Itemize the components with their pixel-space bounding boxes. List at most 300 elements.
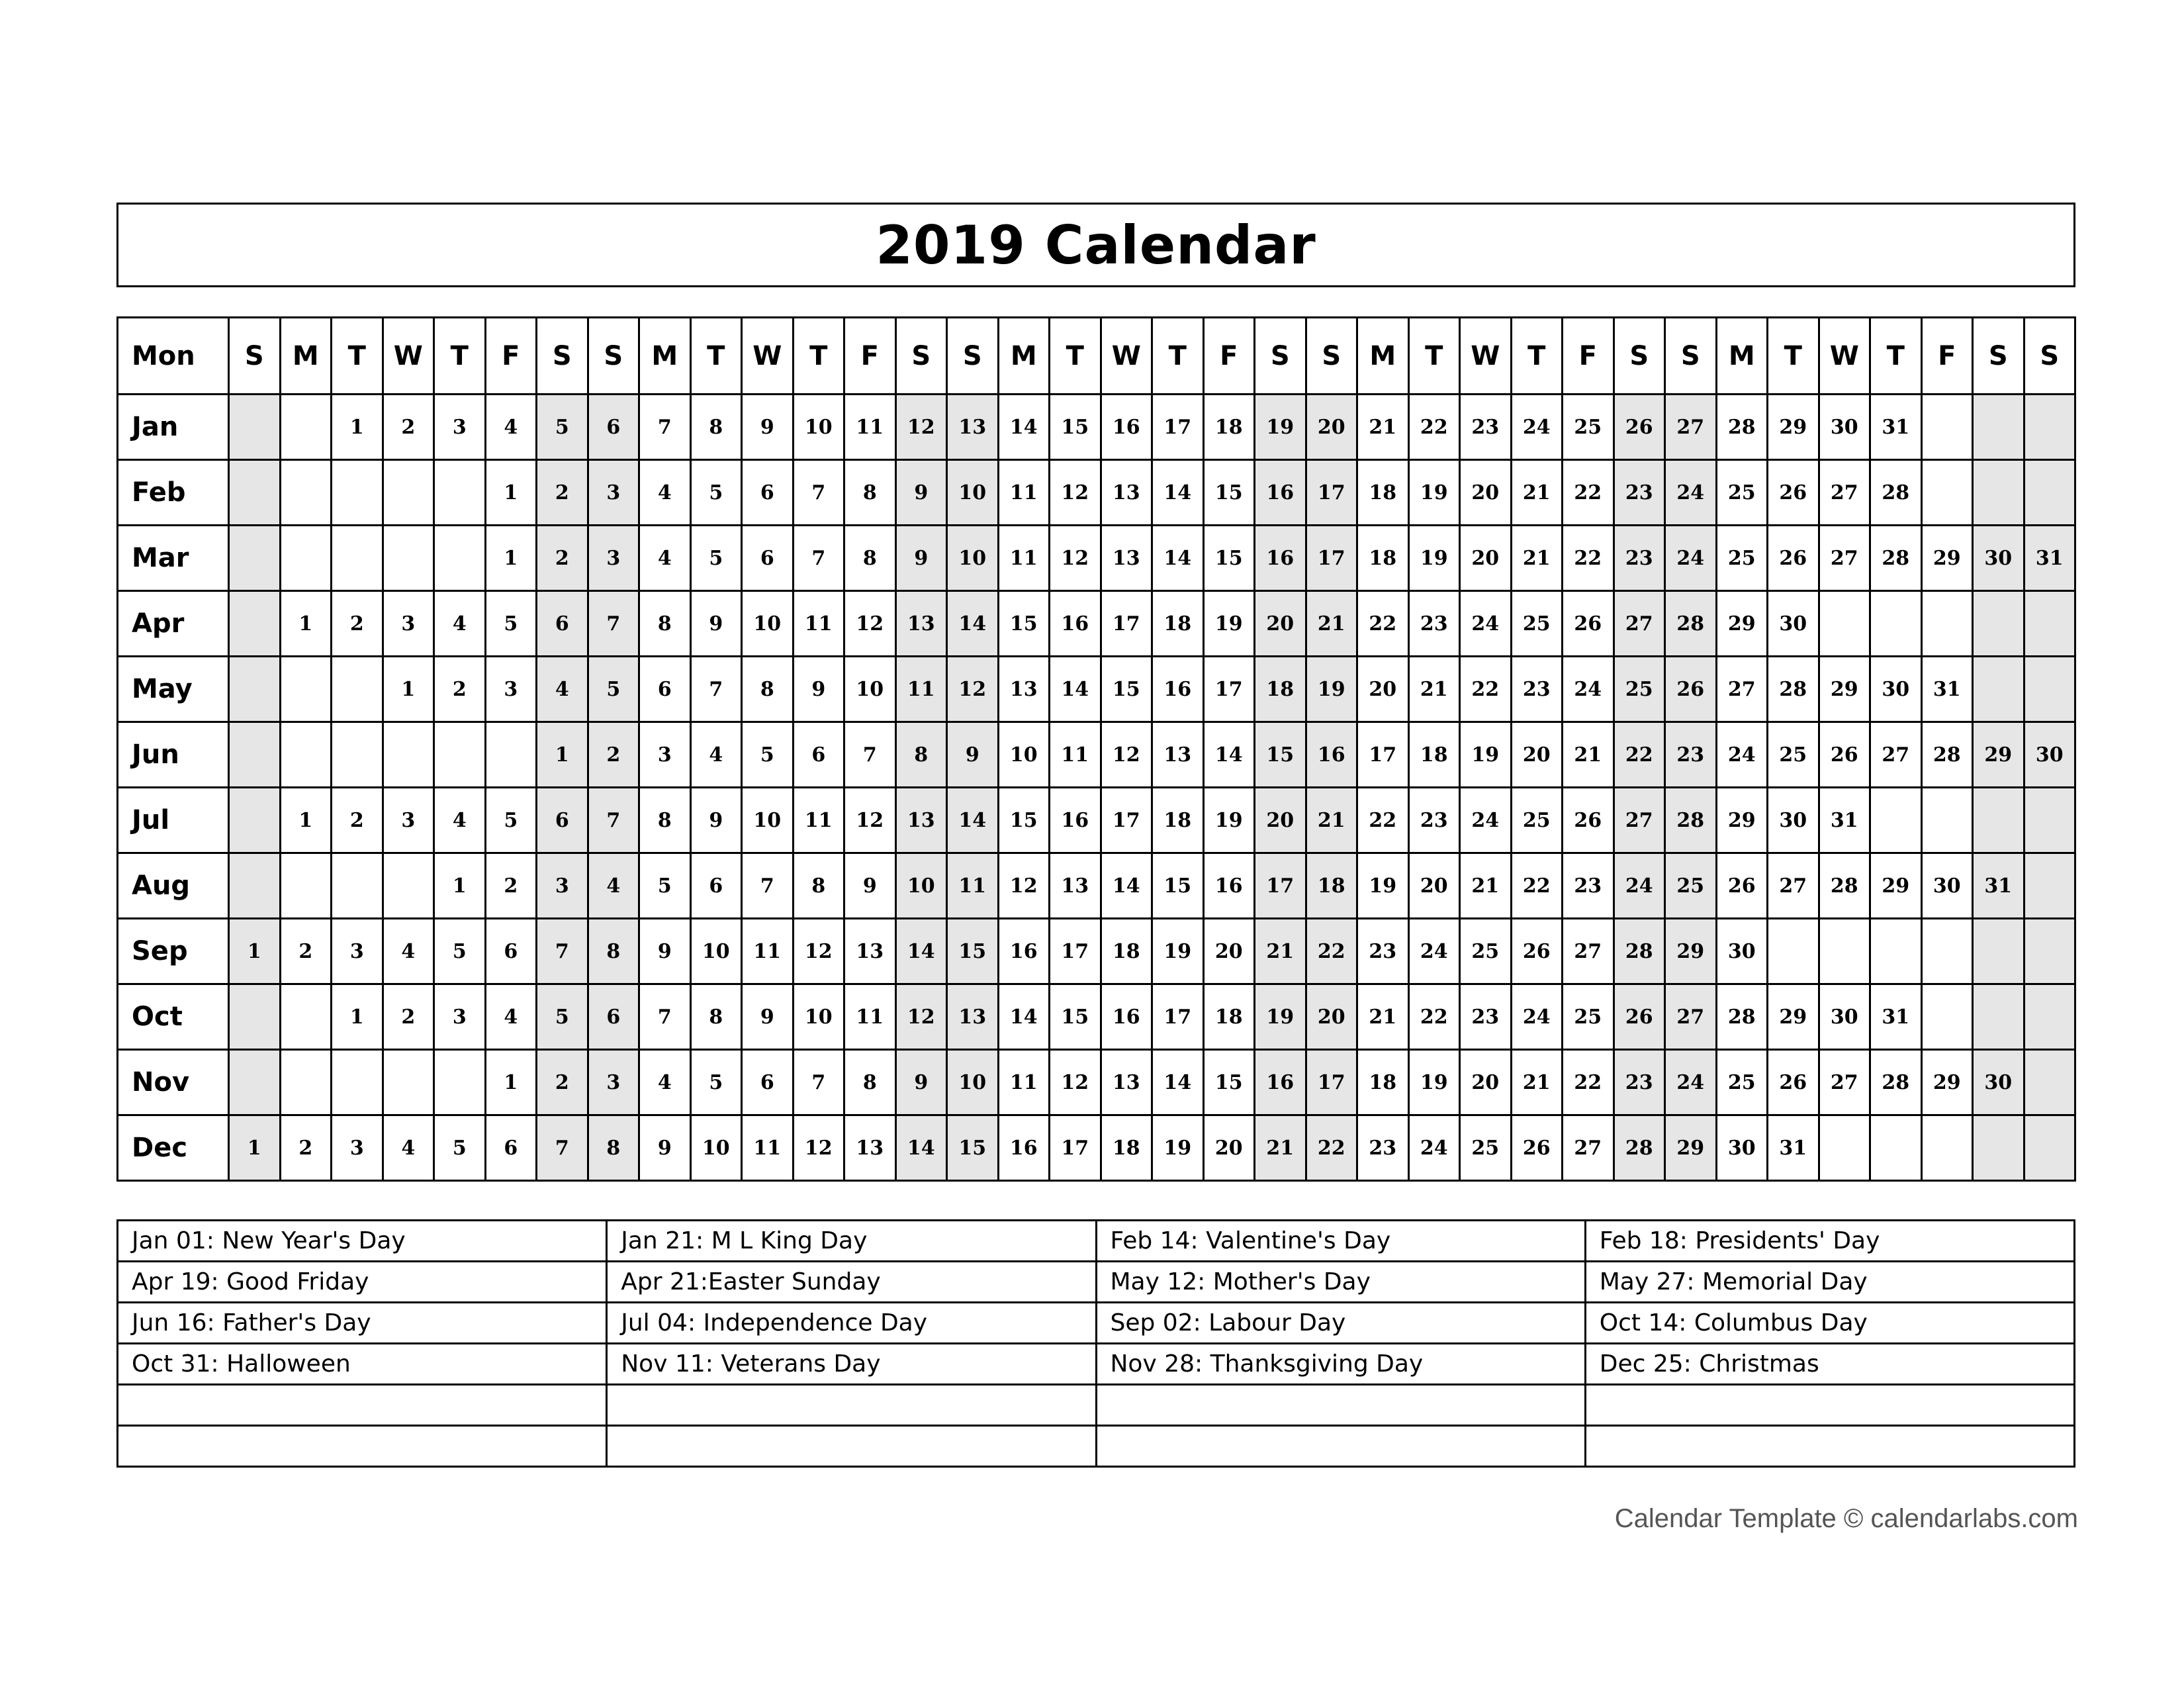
day-cell: 13 bbox=[1050, 853, 1101, 919]
day-cell: 12 bbox=[1050, 526, 1101, 591]
day-cell: 24 bbox=[1511, 984, 1563, 1050]
holiday-entry: Jun 16: Father's Day bbox=[118, 1303, 607, 1344]
day-cell: 26 bbox=[1511, 1115, 1563, 1181]
holiday-entry: Jan 21: M L King Day bbox=[607, 1221, 1096, 1262]
month-label: Jun bbox=[118, 722, 229, 788]
day-cell: 4 bbox=[434, 788, 486, 853]
day-cell: 2 bbox=[537, 460, 588, 526]
day-cell: 28 bbox=[1870, 526, 1922, 591]
day-cell: 17 bbox=[1306, 460, 1357, 526]
day-cell: 13 bbox=[1101, 1050, 1152, 1115]
day-cell: 12 bbox=[1101, 722, 1152, 788]
day-cell: 17 bbox=[1306, 1050, 1357, 1115]
day-cell: 19 bbox=[1460, 722, 1512, 788]
empty-cell bbox=[1870, 591, 1922, 657]
day-cell: 11 bbox=[998, 526, 1050, 591]
day-cell: 14 bbox=[1050, 657, 1101, 722]
day-cell: 11 bbox=[947, 853, 999, 919]
day-cell: 4 bbox=[383, 1115, 434, 1181]
empty-cell bbox=[2024, 657, 2075, 722]
day-cell: 24 bbox=[1716, 722, 1768, 788]
day-cell: 30 bbox=[1819, 395, 1870, 460]
weekday-header: S bbox=[947, 318, 999, 395]
day-cell: 25 bbox=[1460, 919, 1512, 984]
day-cell: 24 bbox=[1460, 788, 1512, 853]
day-cell: 21 bbox=[1306, 788, 1357, 853]
month-row bbox=[118, 460, 2075, 526]
day-cell: 11 bbox=[998, 460, 1050, 526]
empty-cell bbox=[2024, 984, 2075, 1050]
day-cell: 10 bbox=[895, 853, 947, 919]
day-cell: 24 bbox=[1665, 1050, 1717, 1115]
day-cell: 22 bbox=[1408, 395, 1460, 460]
empty-holiday-cell bbox=[1585, 1426, 2074, 1467]
day-cell: 12 bbox=[793, 1115, 844, 1181]
empty-cell bbox=[280, 853, 332, 919]
day-cell: 19 bbox=[1152, 919, 1204, 984]
day-cell: 20 bbox=[1460, 526, 1512, 591]
day-cell: 22 bbox=[1306, 1115, 1357, 1181]
day-cell: 5 bbox=[485, 788, 537, 853]
day-cell: 5 bbox=[588, 657, 639, 722]
day-cell: 16 bbox=[1101, 395, 1152, 460]
day-cell: 24 bbox=[1614, 853, 1665, 919]
holiday-row bbox=[118, 1344, 2075, 1385]
weekday-header: T bbox=[332, 318, 383, 395]
empty-cell bbox=[2024, 919, 2075, 984]
day-cell: 26 bbox=[1614, 984, 1665, 1050]
weekday-header: W bbox=[1819, 318, 1870, 395]
day-cell: 30 bbox=[1768, 591, 1819, 657]
day-cell: 17 bbox=[1101, 788, 1152, 853]
holiday-entry: Jan 01: New Year's Day bbox=[118, 1221, 607, 1262]
day-cell: 23 bbox=[1408, 591, 1460, 657]
day-cell: 17 bbox=[1203, 657, 1255, 722]
empty-cell bbox=[2024, 853, 2075, 919]
day-cell: 10 bbox=[742, 591, 794, 657]
day-cell: 27 bbox=[1563, 919, 1614, 984]
day-cell: 20 bbox=[1511, 722, 1563, 788]
month-row bbox=[118, 722, 2075, 788]
day-cell: 13 bbox=[947, 395, 999, 460]
empty-cell bbox=[1870, 788, 1922, 853]
day-cell: 12 bbox=[844, 591, 896, 657]
empty-cell bbox=[1921, 460, 1973, 526]
empty-holiday-cell bbox=[1096, 1385, 1585, 1426]
day-cell: 10 bbox=[998, 722, 1050, 788]
day-cell: 5 bbox=[537, 395, 588, 460]
empty-cell bbox=[1921, 919, 1973, 984]
day-cell: 24 bbox=[1665, 526, 1717, 591]
day-cell: 2 bbox=[537, 526, 588, 591]
day-cell: 6 bbox=[485, 1115, 537, 1181]
day-cell: 1 bbox=[280, 591, 332, 657]
day-cell: 19 bbox=[1203, 788, 1255, 853]
day-cell: 4 bbox=[485, 395, 537, 460]
day-cell: 20 bbox=[1203, 919, 1255, 984]
day-cell: 23 bbox=[1665, 722, 1717, 788]
day-cell: 24 bbox=[1460, 591, 1512, 657]
day-cell: 14 bbox=[947, 788, 999, 853]
day-cell: 23 bbox=[1563, 853, 1614, 919]
month-row bbox=[118, 919, 2075, 984]
day-cell: 24 bbox=[1408, 919, 1460, 984]
holiday-entry: Sep 02: Labour Day bbox=[1096, 1303, 1585, 1344]
day-cell: 1 bbox=[332, 984, 383, 1050]
day-cell: 5 bbox=[742, 722, 794, 788]
month-row bbox=[118, 526, 2075, 591]
weekday-header: T bbox=[1768, 318, 1819, 395]
day-cell: 16 bbox=[998, 1115, 1050, 1181]
day-cell: 7 bbox=[742, 853, 794, 919]
day-cell: 2 bbox=[280, 1115, 332, 1181]
day-cell: 23 bbox=[1614, 526, 1665, 591]
day-cell: 2 bbox=[485, 853, 537, 919]
day-cell: 14 bbox=[1101, 853, 1152, 919]
weekday-header: M bbox=[1716, 318, 1768, 395]
day-cell: 14 bbox=[1152, 460, 1204, 526]
holiday-row bbox=[118, 1426, 2075, 1467]
day-cell: 28 bbox=[1614, 1115, 1665, 1181]
month-row bbox=[118, 591, 2075, 657]
day-cell: 7 bbox=[844, 722, 896, 788]
day-cell: 6 bbox=[537, 591, 588, 657]
day-cell: 16 bbox=[1050, 591, 1101, 657]
month-row bbox=[118, 788, 2075, 853]
weekday-header: S bbox=[1255, 318, 1306, 395]
day-cell: 9 bbox=[639, 1115, 691, 1181]
day-cell: 23 bbox=[1357, 1115, 1409, 1181]
day-cell: 7 bbox=[537, 1115, 588, 1181]
day-cell: 5 bbox=[690, 460, 742, 526]
day-cell: 4 bbox=[639, 1050, 691, 1115]
month-label: Jul bbox=[118, 788, 229, 853]
day-cell: 9 bbox=[895, 1050, 947, 1115]
day-cell: 9 bbox=[639, 919, 691, 984]
day-cell: 16 bbox=[1255, 1050, 1306, 1115]
holiday-entry: Dec 25: Christmas bbox=[1585, 1344, 2074, 1385]
day-cell: 26 bbox=[1716, 853, 1768, 919]
weekday-header: M bbox=[639, 318, 691, 395]
day-cell: 10 bbox=[947, 1050, 999, 1115]
weekday-header: S bbox=[229, 318, 281, 395]
day-cell: 25 bbox=[1460, 1115, 1512, 1181]
day-cell: 17 bbox=[1255, 853, 1306, 919]
empty-cell bbox=[280, 984, 332, 1050]
day-cell: 7 bbox=[537, 919, 588, 984]
weekday-header: T bbox=[1152, 318, 1204, 395]
day-cell: 11 bbox=[793, 788, 844, 853]
empty-cell bbox=[2024, 591, 2075, 657]
day-cell: 18 bbox=[1255, 657, 1306, 722]
day-cell: 16 bbox=[1203, 853, 1255, 919]
day-cell: 15 bbox=[1050, 395, 1101, 460]
day-cell: 27 bbox=[1768, 853, 1819, 919]
empty-cell bbox=[383, 722, 434, 788]
day-cell: 10 bbox=[742, 788, 794, 853]
day-cell: 22 bbox=[1357, 591, 1409, 657]
day-cell: 28 bbox=[1716, 395, 1768, 460]
day-cell: 21 bbox=[1357, 984, 1409, 1050]
day-cell: 21 bbox=[1511, 1050, 1563, 1115]
empty-cell bbox=[1973, 460, 2025, 526]
day-cell: 12 bbox=[947, 657, 999, 722]
day-cell: 13 bbox=[895, 591, 947, 657]
day-cell: 25 bbox=[1511, 591, 1563, 657]
empty-cell bbox=[1973, 984, 2025, 1050]
day-cell: 26 bbox=[1768, 526, 1819, 591]
day-cell: 5 bbox=[639, 853, 691, 919]
day-cell: 29 bbox=[1768, 395, 1819, 460]
day-cell: 6 bbox=[537, 788, 588, 853]
empty-cell bbox=[280, 722, 332, 788]
day-cell: 30 bbox=[1973, 526, 2025, 591]
day-cell: 12 bbox=[895, 984, 947, 1050]
day-cell: 27 bbox=[1716, 657, 1768, 722]
day-cell: 29 bbox=[1819, 657, 1870, 722]
day-cell: 11 bbox=[895, 657, 947, 722]
day-cell: 24 bbox=[1665, 460, 1717, 526]
empty-cell bbox=[1870, 919, 1922, 984]
day-cell: 20 bbox=[1255, 591, 1306, 657]
weekday-header: T bbox=[434, 318, 486, 395]
day-cell: 27 bbox=[1819, 1050, 1870, 1115]
empty-cell bbox=[280, 526, 332, 591]
day-cell: 14 bbox=[1203, 722, 1255, 788]
day-cell: 29 bbox=[1768, 984, 1819, 1050]
day-cell: 30 bbox=[1768, 788, 1819, 853]
day-cell: 29 bbox=[1973, 722, 2025, 788]
day-cell: 4 bbox=[639, 526, 691, 591]
day-cell: 11 bbox=[1050, 722, 1101, 788]
day-cell: 8 bbox=[895, 722, 947, 788]
day-cell: 5 bbox=[537, 984, 588, 1050]
empty-cell bbox=[229, 526, 281, 591]
day-cell: 11 bbox=[844, 984, 896, 1050]
day-cell: 6 bbox=[588, 984, 639, 1050]
empty-cell bbox=[2024, 788, 2075, 853]
day-cell: 22 bbox=[1357, 788, 1409, 853]
day-cell: 18 bbox=[1306, 853, 1357, 919]
day-cell: 12 bbox=[793, 919, 844, 984]
day-cell: 30 bbox=[2024, 722, 2075, 788]
day-cell: 10 bbox=[690, 1115, 742, 1181]
empty-cell bbox=[280, 395, 332, 460]
day-cell: 6 bbox=[690, 853, 742, 919]
holiday-entry: May 27: Memorial Day bbox=[1585, 1262, 2074, 1303]
day-cell: 15 bbox=[1255, 722, 1306, 788]
empty-cell bbox=[383, 460, 434, 526]
day-cell: 3 bbox=[588, 1050, 639, 1115]
day-cell: 1 bbox=[434, 853, 486, 919]
day-cell: 17 bbox=[1306, 526, 1357, 591]
day-cell: 27 bbox=[1665, 395, 1717, 460]
weekday-header: T bbox=[793, 318, 844, 395]
empty-cell bbox=[229, 395, 281, 460]
day-cell: 22 bbox=[1306, 919, 1357, 984]
day-cell: 30 bbox=[1819, 984, 1870, 1050]
day-cell: 4 bbox=[588, 853, 639, 919]
month-column-header: Mon bbox=[118, 318, 229, 395]
day-cell: 8 bbox=[690, 984, 742, 1050]
empty-cell bbox=[229, 853, 281, 919]
day-cell: 19 bbox=[1408, 1050, 1460, 1115]
day-cell: 2 bbox=[280, 919, 332, 984]
day-cell: 6 bbox=[742, 526, 794, 591]
day-cell: 27 bbox=[1665, 984, 1717, 1050]
day-cell: 3 bbox=[434, 395, 486, 460]
empty-cell bbox=[280, 460, 332, 526]
day-cell: 18 bbox=[1357, 460, 1409, 526]
weekday-header: S bbox=[1665, 318, 1717, 395]
empty-cell bbox=[1768, 919, 1819, 984]
day-cell: 8 bbox=[588, 1115, 639, 1181]
day-cell: 16 bbox=[1152, 657, 1204, 722]
weekday-header: W bbox=[1460, 318, 1512, 395]
day-cell: 18 bbox=[1203, 984, 1255, 1050]
day-cell: 7 bbox=[639, 395, 691, 460]
day-cell: 16 bbox=[1306, 722, 1357, 788]
day-cell: 7 bbox=[793, 526, 844, 591]
empty-cell bbox=[229, 984, 281, 1050]
weekday-header: S bbox=[1614, 318, 1665, 395]
empty-cell bbox=[434, 1050, 486, 1115]
empty-holiday-cell bbox=[607, 1385, 1096, 1426]
day-cell: 16 bbox=[1101, 984, 1152, 1050]
weekday-header: S bbox=[2024, 318, 2075, 395]
day-cell: 16 bbox=[1255, 460, 1306, 526]
day-cell: 25 bbox=[1716, 526, 1768, 591]
empty-cell bbox=[280, 657, 332, 722]
day-cell: 17 bbox=[1357, 722, 1409, 788]
day-cell: 23 bbox=[1408, 788, 1460, 853]
day-cell: 11 bbox=[793, 591, 844, 657]
day-cell: 21 bbox=[1460, 853, 1512, 919]
day-cell: 2 bbox=[537, 1050, 588, 1115]
day-cell: 23 bbox=[1511, 657, 1563, 722]
holiday-entry: May 12: Mother's Day bbox=[1096, 1262, 1585, 1303]
day-cell: 30 bbox=[1973, 1050, 2025, 1115]
day-cell: 22 bbox=[1408, 984, 1460, 1050]
day-cell: 3 bbox=[485, 657, 537, 722]
holiday-entry: Oct 14: Columbus Day bbox=[1585, 1303, 2074, 1344]
day-cell: 19 bbox=[1255, 984, 1306, 1050]
day-cell: 5 bbox=[434, 919, 486, 984]
day-cell: 25 bbox=[1716, 460, 1768, 526]
day-cell: 14 bbox=[947, 591, 999, 657]
empty-cell bbox=[1973, 395, 2025, 460]
day-cell: 26 bbox=[1563, 591, 1614, 657]
empty-cell bbox=[1921, 395, 1973, 460]
day-cell: 4 bbox=[537, 657, 588, 722]
weekday-header: W bbox=[742, 318, 794, 395]
day-cell: 19 bbox=[1255, 395, 1306, 460]
empty-cell bbox=[383, 526, 434, 591]
day-cell: 17 bbox=[1101, 591, 1152, 657]
day-cell: 2 bbox=[383, 395, 434, 460]
day-cell: 5 bbox=[434, 1115, 486, 1181]
empty-cell bbox=[2024, 460, 2075, 526]
day-cell: 5 bbox=[485, 591, 537, 657]
empty-cell bbox=[229, 788, 281, 853]
day-cell: 14 bbox=[998, 984, 1050, 1050]
day-cell: 21 bbox=[1306, 591, 1357, 657]
day-cell: 14 bbox=[998, 395, 1050, 460]
holiday-entry: Feb 18: Presidents' Day bbox=[1585, 1221, 2074, 1262]
empty-cell bbox=[280, 1050, 332, 1115]
calendar-title-box bbox=[116, 203, 2075, 287]
day-cell: 12 bbox=[1050, 460, 1101, 526]
empty-cell bbox=[1819, 919, 1870, 984]
empty-cell bbox=[434, 460, 486, 526]
day-cell: 2 bbox=[332, 591, 383, 657]
day-cell: 28 bbox=[1819, 853, 1870, 919]
day-cell: 23 bbox=[1460, 395, 1512, 460]
day-cell: 6 bbox=[485, 919, 537, 984]
day-cell: 19 bbox=[1203, 591, 1255, 657]
empty-cell bbox=[1973, 657, 2025, 722]
day-cell: 13 bbox=[844, 1115, 896, 1181]
empty-cell bbox=[434, 722, 486, 788]
day-cell: 27 bbox=[1819, 526, 1870, 591]
day-cell: 7 bbox=[588, 591, 639, 657]
weekday-header: F bbox=[1203, 318, 1255, 395]
day-cell: 8 bbox=[793, 853, 844, 919]
day-cell: 23 bbox=[1460, 984, 1512, 1050]
day-cell: 27 bbox=[1614, 591, 1665, 657]
day-cell: 9 bbox=[742, 984, 794, 1050]
empty-cell bbox=[1870, 1115, 1922, 1181]
day-cell: 17 bbox=[1152, 395, 1204, 460]
day-cell: 15 bbox=[947, 919, 999, 984]
day-cell: 29 bbox=[1665, 919, 1717, 984]
month-label: Apr bbox=[118, 591, 229, 657]
day-cell: 13 bbox=[1101, 526, 1152, 591]
day-cell: 2 bbox=[434, 657, 486, 722]
day-cell: 20 bbox=[1460, 460, 1512, 526]
day-cell: 21 bbox=[1511, 526, 1563, 591]
day-cell: 20 bbox=[1460, 1050, 1512, 1115]
weekday-header: M bbox=[998, 318, 1050, 395]
month-row bbox=[118, 1115, 2075, 1181]
day-cell: 16 bbox=[1050, 788, 1101, 853]
day-cell: 10 bbox=[947, 526, 999, 591]
day-cell: 13 bbox=[1152, 722, 1204, 788]
month-label: May bbox=[118, 657, 229, 722]
day-cell: 16 bbox=[998, 919, 1050, 984]
weekday-header: W bbox=[1101, 318, 1152, 395]
month-label: Oct bbox=[118, 984, 229, 1050]
day-cell: 29 bbox=[1921, 1050, 1973, 1115]
day-cell: 31 bbox=[1819, 788, 1870, 853]
day-cell: 18 bbox=[1357, 526, 1409, 591]
day-cell: 7 bbox=[793, 460, 844, 526]
weekday-header: T bbox=[1050, 318, 1101, 395]
day-cell: 1 bbox=[229, 919, 281, 984]
day-cell: 5 bbox=[690, 526, 742, 591]
day-cell: 11 bbox=[998, 1050, 1050, 1115]
month-row bbox=[118, 657, 2075, 722]
day-cell: 15 bbox=[947, 1115, 999, 1181]
day-cell: 13 bbox=[998, 657, 1050, 722]
month-label: Sep bbox=[118, 919, 229, 984]
day-cell: 20 bbox=[1357, 657, 1409, 722]
day-cell: 10 bbox=[793, 395, 844, 460]
empty-cell bbox=[229, 722, 281, 788]
empty-cell bbox=[1819, 591, 1870, 657]
weekday-header: F bbox=[485, 318, 537, 395]
day-cell: 11 bbox=[742, 919, 794, 984]
